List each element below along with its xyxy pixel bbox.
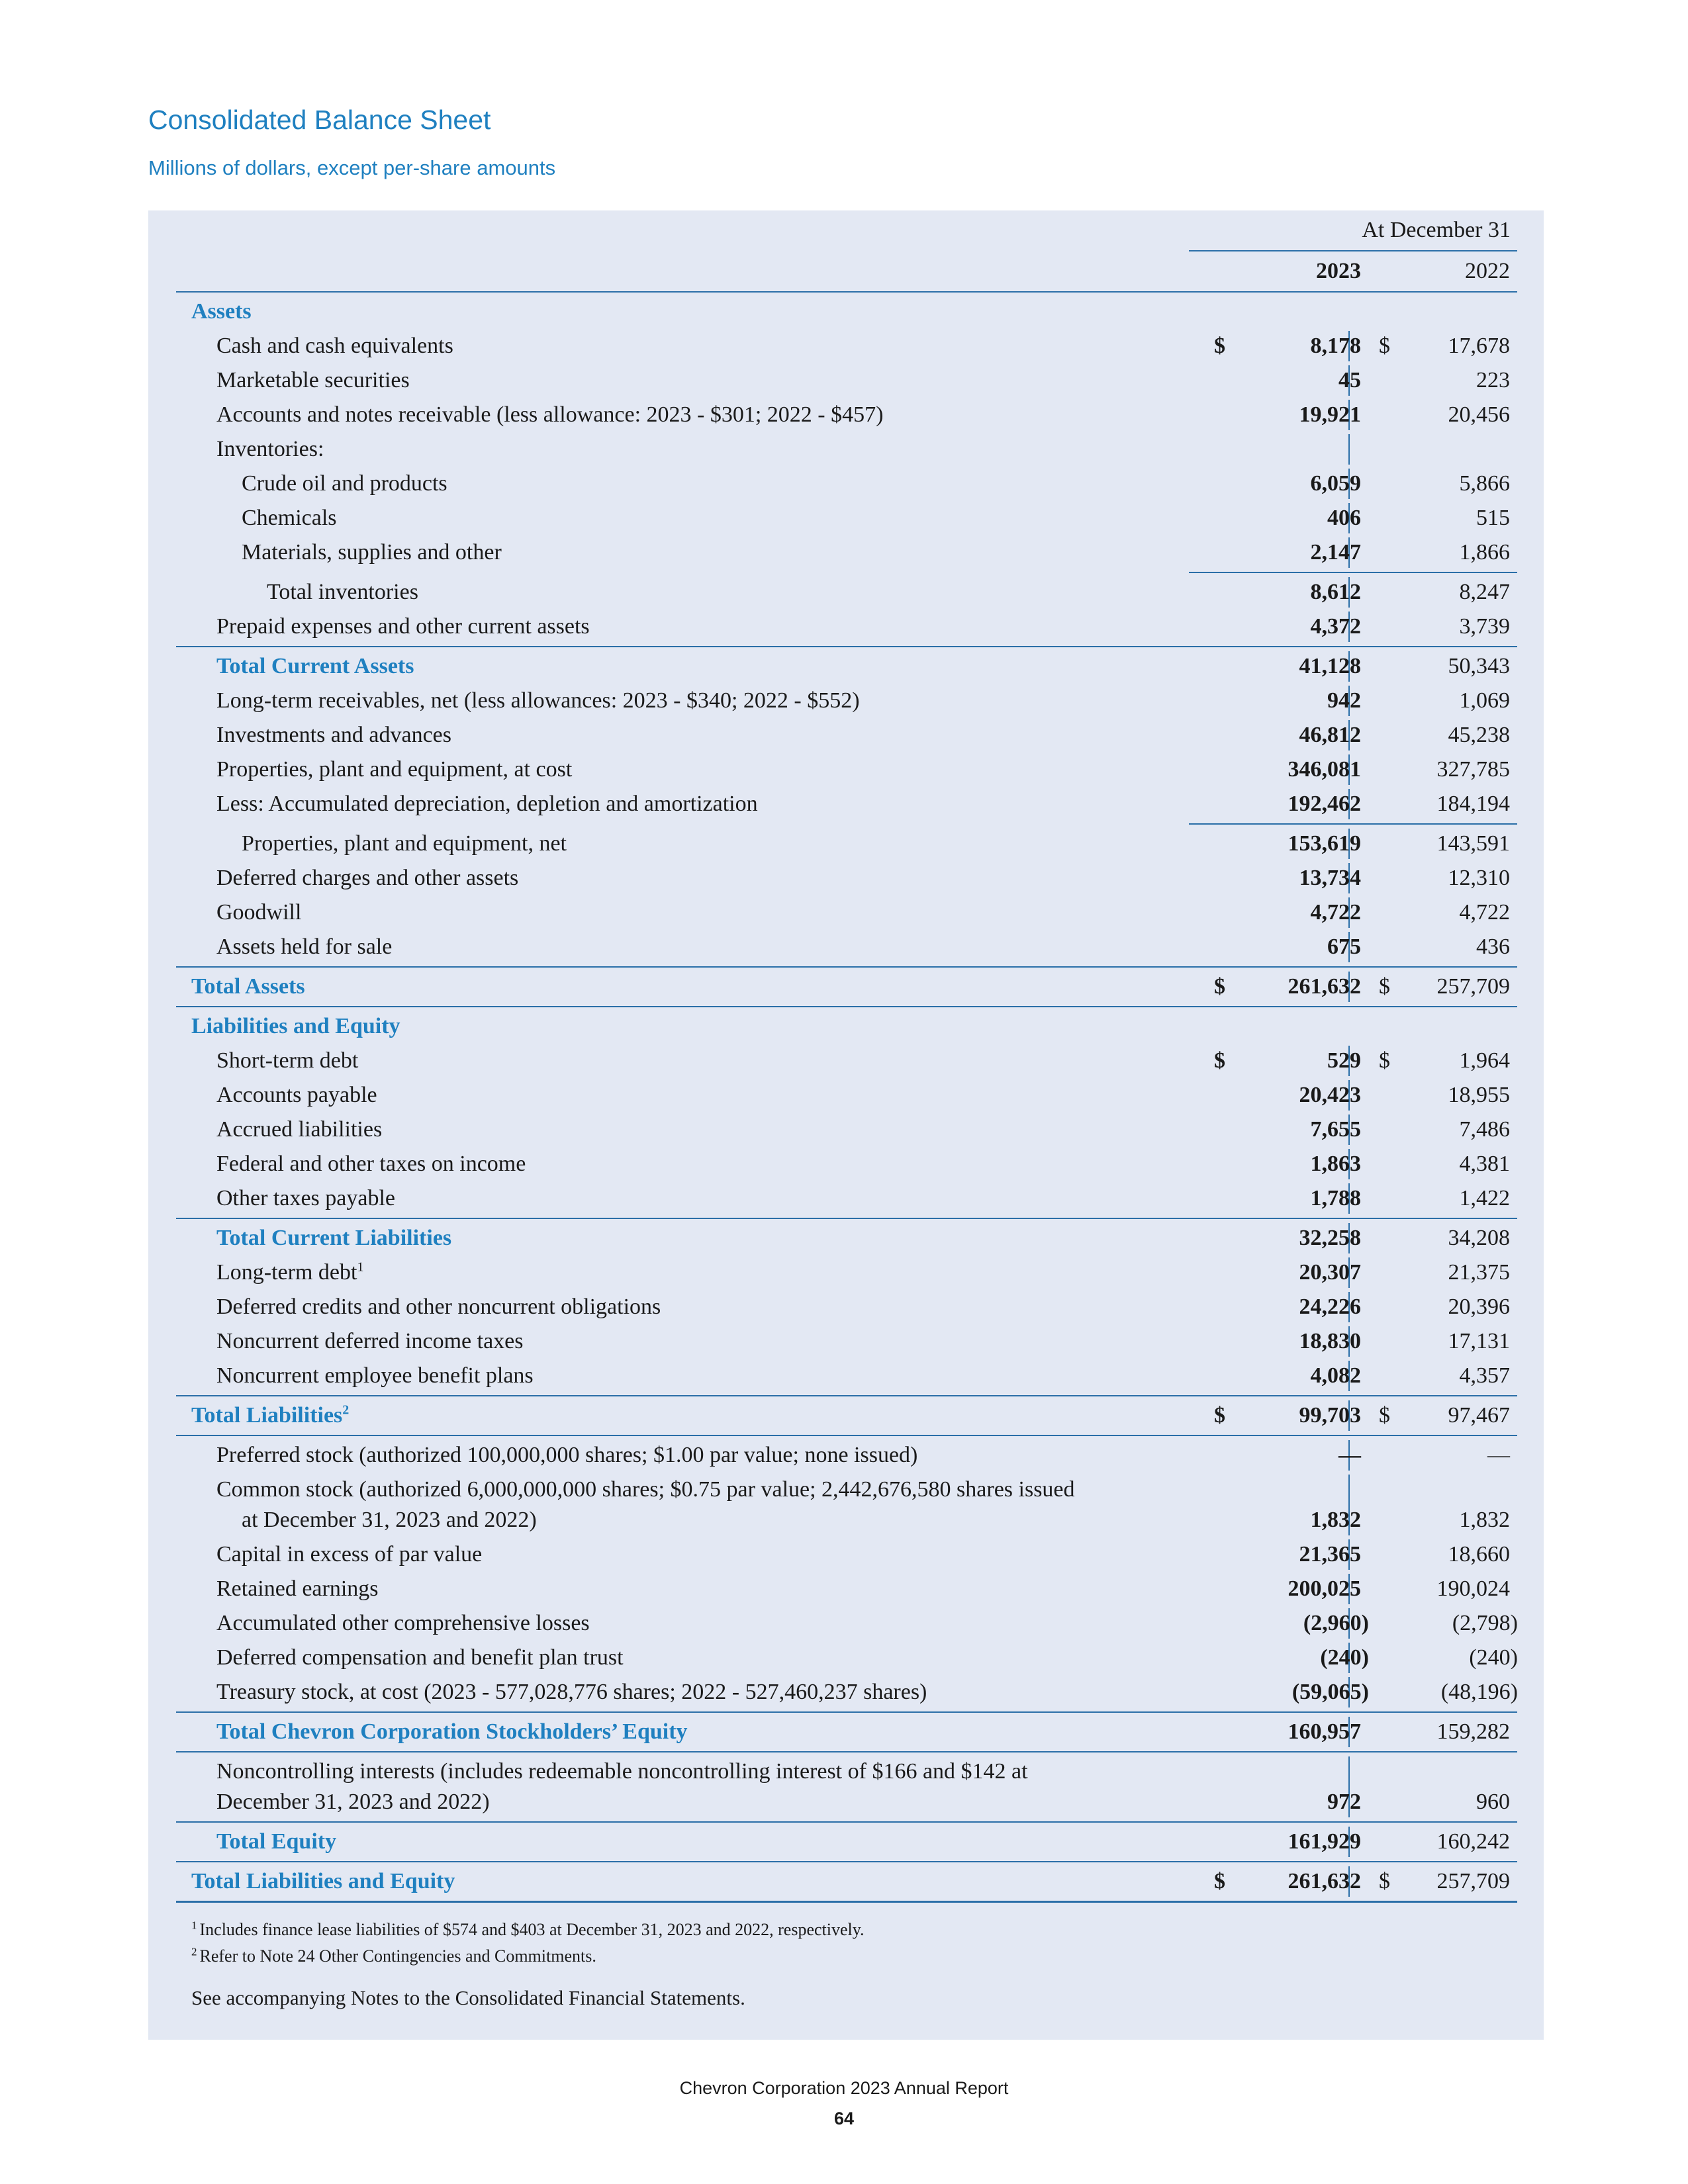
- value-2023: 942: [1327, 688, 1361, 713]
- row-label-text: Noncontrolling interests (includes redeemable noncontrolling interest of $166 and $142 at: [216, 1759, 1028, 1784]
- value-2022: 7,486: [1459, 1117, 1510, 1142]
- value-2023: 7,655: [1310, 1117, 1361, 1142]
- value-2023: 99,703: [1299, 1403, 1361, 1428]
- row-label-text: Noncurrent employee benefit plans: [216, 1363, 534, 1388]
- value-2022: 20,456: [1448, 402, 1510, 427]
- footnote-marker: 1: [357, 1259, 364, 1275]
- value-2022: 8,247: [1459, 580, 1510, 604]
- value-2022: 17,131: [1448, 1329, 1510, 1353]
- dollar-sign-2022: $: [1379, 334, 1390, 358]
- table-rule: [176, 1395, 1517, 1396]
- row-label: [191, 1400, 349, 1431]
- row-label: [216, 1326, 524, 1357]
- value-2022: 5,866: [1459, 471, 1510, 496]
- row-label-continuation: at December 31, 2023 and 2022): [242, 1508, 537, 1532]
- row-label: [216, 1717, 688, 1747]
- value-2023: 161,929: [1288, 1829, 1361, 1854]
- footnote: [191, 1946, 596, 1966]
- value-2022: (240): [1469, 1645, 1518, 1670]
- value-2022: 159,282: [1436, 1719, 1510, 1744]
- value-2022: 45,238: [1448, 723, 1510, 747]
- value-2023: 160,957: [1288, 1719, 1361, 1744]
- row-label-text: Accounts payable: [216, 1083, 377, 1107]
- header-year-row: [176, 251, 1517, 291]
- value-2022: 257,709: [1436, 1869, 1510, 1893]
- value-2023: 1,788: [1310, 1186, 1361, 1210]
- table-row: [176, 1717, 1517, 1747]
- dollar-sign-2023: $: [1214, 1403, 1225, 1428]
- row-label: [216, 1361, 534, 1391]
- table-row: [176, 651, 1517, 682]
- row-label-text: Deferred charges and other assets: [216, 866, 519, 890]
- page-number: 64: [833, 2109, 855, 2128]
- value-2023: 4,082: [1310, 1363, 1361, 1388]
- table-row: [176, 1223, 1517, 1253]
- value-2023: 675: [1327, 934, 1361, 959]
- value-2022: 18,955: [1448, 1083, 1510, 1107]
- table-row: [176, 1149, 1517, 1179]
- value-2022: 257,709: [1436, 974, 1510, 999]
- header-period-row: [176, 210, 1517, 250]
- dollar-sign-2023: $: [1214, 1869, 1225, 1893]
- row-label-text: Investments and advances: [216, 723, 451, 747]
- row-label: [242, 469, 447, 499]
- value-2022: 1,964: [1459, 1048, 1510, 1073]
- value-2023: 20,307: [1299, 1260, 1361, 1285]
- table-row: [176, 296, 1517, 327]
- row-label-text: Assets: [191, 299, 252, 324]
- value-2023: 4,722: [1310, 900, 1361, 925]
- table-row: [176, 577, 1517, 608]
- row-label-text: Prepaid expenses and other current assets: [216, 614, 590, 639]
- value-2023: 32,258: [1299, 1226, 1361, 1250]
- table-row: [176, 1115, 1517, 1145]
- value-2023: —: [1338, 1443, 1361, 1467]
- row-label-text: Cash and cash equivalents: [216, 334, 453, 358]
- value-2023: 153,619: [1288, 831, 1361, 856]
- value-2022: 436: [1476, 934, 1510, 959]
- footnotes: [176, 1903, 1517, 2028]
- value-2022: 960: [1476, 1790, 1510, 1814]
- row-label: [216, 365, 410, 396]
- row-label: [191, 1866, 455, 1897]
- row-label-text: Liabilities and Equity: [191, 1014, 400, 1038]
- table-row: [176, 932, 1517, 962]
- value-2022: 34,208: [1448, 1226, 1510, 1250]
- table-rule: [176, 1821, 1517, 1823]
- value-2022: 143,591: [1436, 831, 1510, 856]
- balance-sheet-table: [176, 210, 1517, 2028]
- row-label: [191, 1011, 400, 1042]
- year-current: 2023: [1316, 259, 1361, 283]
- value-2023: 46,812: [1299, 723, 1361, 747]
- table-row: [176, 400, 1517, 430]
- row-label: [216, 1149, 526, 1179]
- table-rule: [176, 1006, 1517, 1007]
- row-label-text: Deferred compensation and benefit plan trust: [216, 1645, 624, 1670]
- row-label: [216, 754, 572, 785]
- table-row: [176, 686, 1517, 716]
- table-row: [176, 503, 1517, 533]
- table-row: [176, 612, 1517, 642]
- row-label-text: Assets held for sale: [216, 934, 393, 959]
- table-row: [176, 469, 1517, 499]
- row-label-text: Federal and other taxes on income: [216, 1152, 526, 1176]
- value-2022: 17,678: [1448, 334, 1510, 358]
- see-notes-text: See accompanying Notes to the Consolidated Financial Statements.: [191, 1986, 745, 2009]
- row-label-continuation: December 31, 2023 and 2022): [216, 1790, 490, 1814]
- row-label-text: Deferred credits and other noncurrent obligations: [216, 1295, 661, 1319]
- row-label-text: Goodwill: [216, 900, 302, 925]
- table-row: [176, 897, 1517, 928]
- row-label: [216, 612, 590, 642]
- table-row: [176, 434, 1517, 465]
- row-label-text: Total Liabilities and Equity: [191, 1869, 455, 1893]
- table-rule: [176, 1218, 1517, 1219]
- row-label-text: Less: Accumulated depreciation, depletion and amortization: [216, 792, 758, 816]
- value-2023: 192,462: [1288, 792, 1361, 816]
- value-2023: (2,960): [1303, 1611, 1369, 1635]
- value-2022: 1,069: [1459, 688, 1510, 713]
- table-rule: [1189, 572, 1517, 573]
- row-label: [216, 1608, 590, 1639]
- year-prior: 2022: [1465, 259, 1510, 283]
- value-2022: 4,722: [1459, 900, 1510, 925]
- table-row: [176, 1643, 1517, 1673]
- row-label-text: Total inventories: [267, 580, 418, 604]
- value-2023: 24,226: [1299, 1295, 1361, 1319]
- value-2023: 406: [1327, 506, 1361, 530]
- table-row: [176, 1440, 1517, 1471]
- value-2022: 4,381: [1459, 1152, 1510, 1176]
- dollar-sign-2023: $: [1214, 974, 1225, 999]
- footnote-text: Refer to Note 24 Other Contingencies and Commitments.: [199, 1946, 596, 1966]
- value-2022: 12,310: [1448, 866, 1510, 890]
- table-row: [176, 754, 1517, 785]
- row-label: [216, 1475, 1075, 1535]
- row-label-text: Retained earnings: [216, 1576, 379, 1601]
- value-2022: 1,832: [1459, 1508, 1510, 1532]
- value-2023: 20,423: [1299, 1083, 1361, 1107]
- row-label: [216, 1539, 482, 1570]
- row-label-text: Common stock (authorized 6,000,000,000 shares; $0.75 par value; 2,442,676,580 shares issued: [216, 1477, 1075, 1502]
- column-divider: [1348, 434, 1350, 465]
- table-row: [176, 1361, 1517, 1391]
- table-rule: [176, 966, 1517, 968]
- row-label-text: Total Assets: [191, 974, 305, 999]
- dollar-sign-2023: $: [1214, 1048, 1225, 1073]
- row-label-text: Marketable securities: [216, 368, 410, 392]
- row-label: [216, 1677, 927, 1707]
- table-rule: [176, 646, 1517, 647]
- row-label: [216, 932, 392, 962]
- row-label: [216, 1756, 1028, 1817]
- table-row: [176, 1400, 1517, 1431]
- row-label: [216, 720, 451, 751]
- row-label: [216, 434, 324, 465]
- footnote-mark: 1: [191, 1919, 197, 1932]
- value-2022: 4,357: [1459, 1363, 1510, 1388]
- table-row: [176, 789, 1517, 819]
- value-2023: 1,863: [1310, 1152, 1361, 1176]
- table-row: [176, 1866, 1517, 1897]
- table-rule: [176, 1435, 1517, 1436]
- value-2023: 346,081: [1288, 757, 1361, 782]
- table-row: [176, 1326, 1517, 1357]
- value-2022: 20,396: [1448, 1295, 1510, 1319]
- row-label-text: Crude oil and products: [242, 471, 447, 496]
- value-2022: 223: [1476, 368, 1510, 392]
- footnote: [191, 1920, 865, 1940]
- value-2023: 972: [1327, 1790, 1361, 1814]
- value-2023: 1,832: [1310, 1508, 1361, 1532]
- value-2023: 8,612: [1310, 580, 1361, 604]
- value-2023: 8,178: [1310, 334, 1361, 358]
- row-label: [216, 1574, 379, 1604]
- period-label: At December 31: [1362, 218, 1511, 242]
- table-row: [176, 1080, 1517, 1111]
- table-row: [176, 972, 1517, 1002]
- dollar-sign-2022: $: [1379, 1403, 1390, 1428]
- row-label: [216, 1115, 382, 1145]
- value-2022: 97,467: [1448, 1403, 1510, 1428]
- value-2022: 1,422: [1459, 1186, 1510, 1210]
- table-row: [176, 1827, 1517, 1857]
- value-2022: 327,785: [1436, 757, 1510, 782]
- footnote-marker: 2: [342, 1402, 350, 1418]
- value-2023: 21,365: [1299, 1542, 1361, 1567]
- row-label: [216, 651, 414, 682]
- row-label-text: Long-term debt: [216, 1260, 357, 1285]
- dollar-sign-2022: $: [1379, 1869, 1390, 1893]
- row-label: [216, 1643, 624, 1673]
- table-row: [176, 331, 1517, 361]
- row-label-text: Noncurrent deferred income taxes: [216, 1329, 524, 1353]
- page-title: Consolidated Balance Sheet: [148, 105, 491, 135]
- table-rule: [176, 1711, 1517, 1713]
- row-label: [216, 1080, 377, 1111]
- value-2023: 261,632: [1288, 974, 1361, 999]
- row-label: [216, 1440, 917, 1471]
- row-label-text: Long-term receivables, net (less allowances: 2023 - $340; 2022 - $552): [216, 688, 860, 713]
- row-label: [216, 1183, 395, 1214]
- row-label-text: Accumulated other comprehensive losses: [216, 1611, 590, 1635]
- row-label-text: Total Current Assets: [216, 654, 414, 678]
- row-label: [216, 331, 453, 361]
- row-label-text: Treasury stock, at cost (2023 - 577,028,776 shares; 2022 - 527,460,237 shares): [216, 1680, 927, 1704]
- table-row: [176, 365, 1517, 396]
- value-2023: 18,830: [1299, 1329, 1361, 1353]
- row-label-text: Total Equity: [216, 1829, 337, 1854]
- row-label-text: Total Current Liabilities: [216, 1226, 452, 1250]
- row-label: [216, 897, 301, 928]
- row-label: [216, 400, 883, 430]
- row-label: [216, 863, 518, 893]
- table-row: [176, 720, 1517, 751]
- table-row: [176, 537, 1517, 568]
- table-body: [176, 296, 1517, 1903]
- value-2022: 160,242: [1436, 1829, 1510, 1854]
- row-label-text: Total Chevron Corporation Stockholders’ Equity: [216, 1719, 688, 1744]
- row-label-text: Other taxes payable: [216, 1186, 395, 1210]
- dollar-sign-2022: $: [1379, 1048, 1390, 1073]
- value-2022: 1,866: [1459, 540, 1510, 565]
- row-label: [267, 577, 418, 608]
- row-label: [216, 1223, 451, 1253]
- header-bottom-rule: [176, 291, 1517, 293]
- row-label-text: Capital in excess of par value: [216, 1542, 483, 1567]
- table-rule: [1189, 823, 1517, 825]
- dollar-sign-2023: $: [1214, 334, 1225, 358]
- table-rule: [176, 1751, 1517, 1752]
- value-2022: —: [1487, 1443, 1510, 1467]
- row-label-text: Preferred stock (authorized 100,000,000 shares; $1.00 par value; none issued): [216, 1443, 918, 1467]
- value-2022: 3,739: [1459, 614, 1510, 639]
- row-label: [191, 972, 305, 1002]
- table-row: [176, 1046, 1517, 1076]
- value-2023: (59,065): [1291, 1680, 1369, 1704]
- row-label: [216, 1046, 358, 1076]
- value-2023: 4,372: [1310, 614, 1361, 639]
- row-label-text: Inventories:: [216, 437, 324, 461]
- value-2023: 200,025: [1288, 1576, 1361, 1601]
- table-row: [176, 1475, 1517, 1535]
- value-2023: 45: [1338, 368, 1361, 392]
- row-label-text: Accounts and notes receivable (less allowance: 2023 - $301; 2022 - $457): [216, 402, 884, 427]
- footnote-mark: 2: [191, 1945, 197, 1958]
- row-label-text: Short-term debt: [216, 1048, 359, 1073]
- row-label: [216, 1257, 363, 1288]
- row-label: [216, 1827, 336, 1857]
- row-label: [216, 686, 860, 716]
- value-2022: 18,660: [1448, 1542, 1510, 1567]
- value-2023: 19,921: [1299, 402, 1361, 427]
- row-label-text: Chemicals: [242, 506, 337, 530]
- table-row: [176, 1574, 1517, 1604]
- table-row: [176, 1292, 1517, 1322]
- value-2022: 21,375: [1448, 1260, 1510, 1285]
- value-2023: 261,632: [1288, 1869, 1361, 1893]
- dollar-sign-2022: $: [1379, 974, 1390, 999]
- table-row: [176, 1756, 1517, 1817]
- table-row: [176, 829, 1517, 859]
- value-2023: (240): [1320, 1645, 1369, 1670]
- value-2022: (2,798): [1452, 1611, 1518, 1635]
- value-2023: 41,128: [1299, 654, 1361, 678]
- footer-report-title: Chevron Corporation 2023 Annual Report: [679, 2078, 1009, 2098]
- row-label: [242, 829, 567, 859]
- row-label-text: Properties, plant and equipment, net: [242, 831, 567, 856]
- value-2023: 2,147: [1310, 540, 1361, 565]
- row-label-text: Accrued liabilities: [216, 1117, 383, 1142]
- row-label: [242, 537, 502, 568]
- value-2023: 6,059: [1310, 471, 1361, 496]
- value-2023: 529: [1327, 1048, 1361, 1073]
- row-label: [191, 296, 252, 327]
- row-label: [242, 503, 337, 533]
- footnote-text: Includes finance lease liabilities of $574 and $403 at December 31, 2023 and 2022, respectively.: [199, 1920, 865, 1939]
- value-2022: (48,196): [1440, 1680, 1518, 1704]
- row-label: [216, 789, 758, 819]
- row-label-text: Materials, supplies and other: [242, 540, 502, 565]
- value-2022: 190,024: [1436, 1576, 1510, 1601]
- value-2022: 50,343: [1448, 654, 1510, 678]
- row-label: [216, 1292, 661, 1322]
- value-2023: 13,734: [1299, 866, 1361, 890]
- row-label-text: Properties, plant and equipment, at cost: [216, 757, 573, 782]
- value-2022: 184,194: [1436, 792, 1510, 816]
- table-row: [176, 1011, 1517, 1042]
- page-subtitle: Millions of dollars, except per-share amounts: [148, 156, 556, 179]
- value-2022: 515: [1476, 506, 1510, 530]
- table-row: [176, 1539, 1517, 1570]
- table-row: [176, 1257, 1517, 1288]
- table-row: [176, 1608, 1517, 1639]
- row-label-text: Total Liabilities: [191, 1403, 343, 1428]
- table-row: [176, 1183, 1517, 1214]
- table-row: [176, 863, 1517, 893]
- table-row: [176, 1677, 1517, 1707]
- table-rule: [176, 1861, 1517, 1862]
